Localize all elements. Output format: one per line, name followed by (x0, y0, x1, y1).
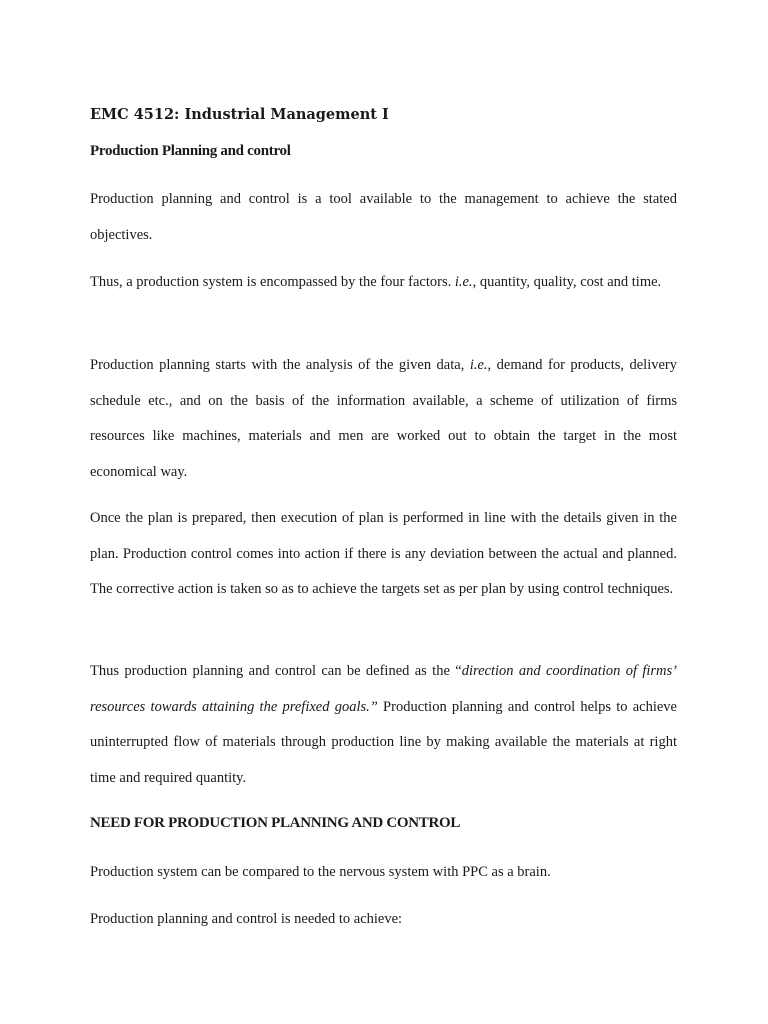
paragraph-execution (90, 501, 677, 608)
paragraph-text: Production system can be compared to the nervous system with PPC as a brain. (90, 864, 551, 880)
paragraph-needed-to-achieve (90, 902, 677, 938)
paragraph-text: Thus production planning and control can be defined as the “ (90, 663, 462, 679)
paragraph-planning-start (90, 348, 677, 490)
paragraph-nervous-system (90, 855, 677, 891)
italic-ie: i.e. (454, 274, 473, 290)
paragraph-text: , demand for products, delivery schedule etc., and on the basis of the information available, a scheme of utilization of firms resources like machines, materials and men are worked out to obtain the target in the most economical way. (90, 357, 677, 480)
paragraph-ppc-definition (90, 654, 677, 796)
paragraph-text: Production planning and control is a tool available to the management to achieve the stated objectives. (90, 191, 677, 243)
paragraph-text: Production planning and control is needed to achieve: (90, 911, 403, 927)
course-title: EMC 4512: Industrial Management I (90, 106, 389, 123)
italic-quote: direction and coordination of firms’ resources towards attaining the prefixed goals.” (90, 663, 677, 715)
paragraph-definition (90, 182, 677, 253)
paragraph-text: Once the plan is prepared, then execution of plan is performed in line with the details given in the plan. Production control comes into action if there is any deviation between the actual and planned. The corrective action is taken so as to achieve the targets set as per plan by using control techniques. (90, 510, 677, 597)
paragraph-text: , quantity, quality, cost and time. (472, 274, 662, 290)
paragraph-four-factors (90, 265, 677, 301)
need-heading: NEED FOR PRODUCTION PLANNING AND CONTROL (90, 815, 461, 831)
paragraph-text: Thus, a production system is encompassed by the four factors. (90, 274, 455, 290)
italic-ie: i.e. (469, 357, 488, 373)
paragraph-text: Production planning starts with the analysis of the given data, (90, 357, 470, 373)
paragraph-text: Production planning and control helps to achieve uninterrupted flow of materials through production line by making available the materials at right time and required quantity. (90, 698, 677, 786)
section-title: Production Planning and control (90, 143, 291, 159)
